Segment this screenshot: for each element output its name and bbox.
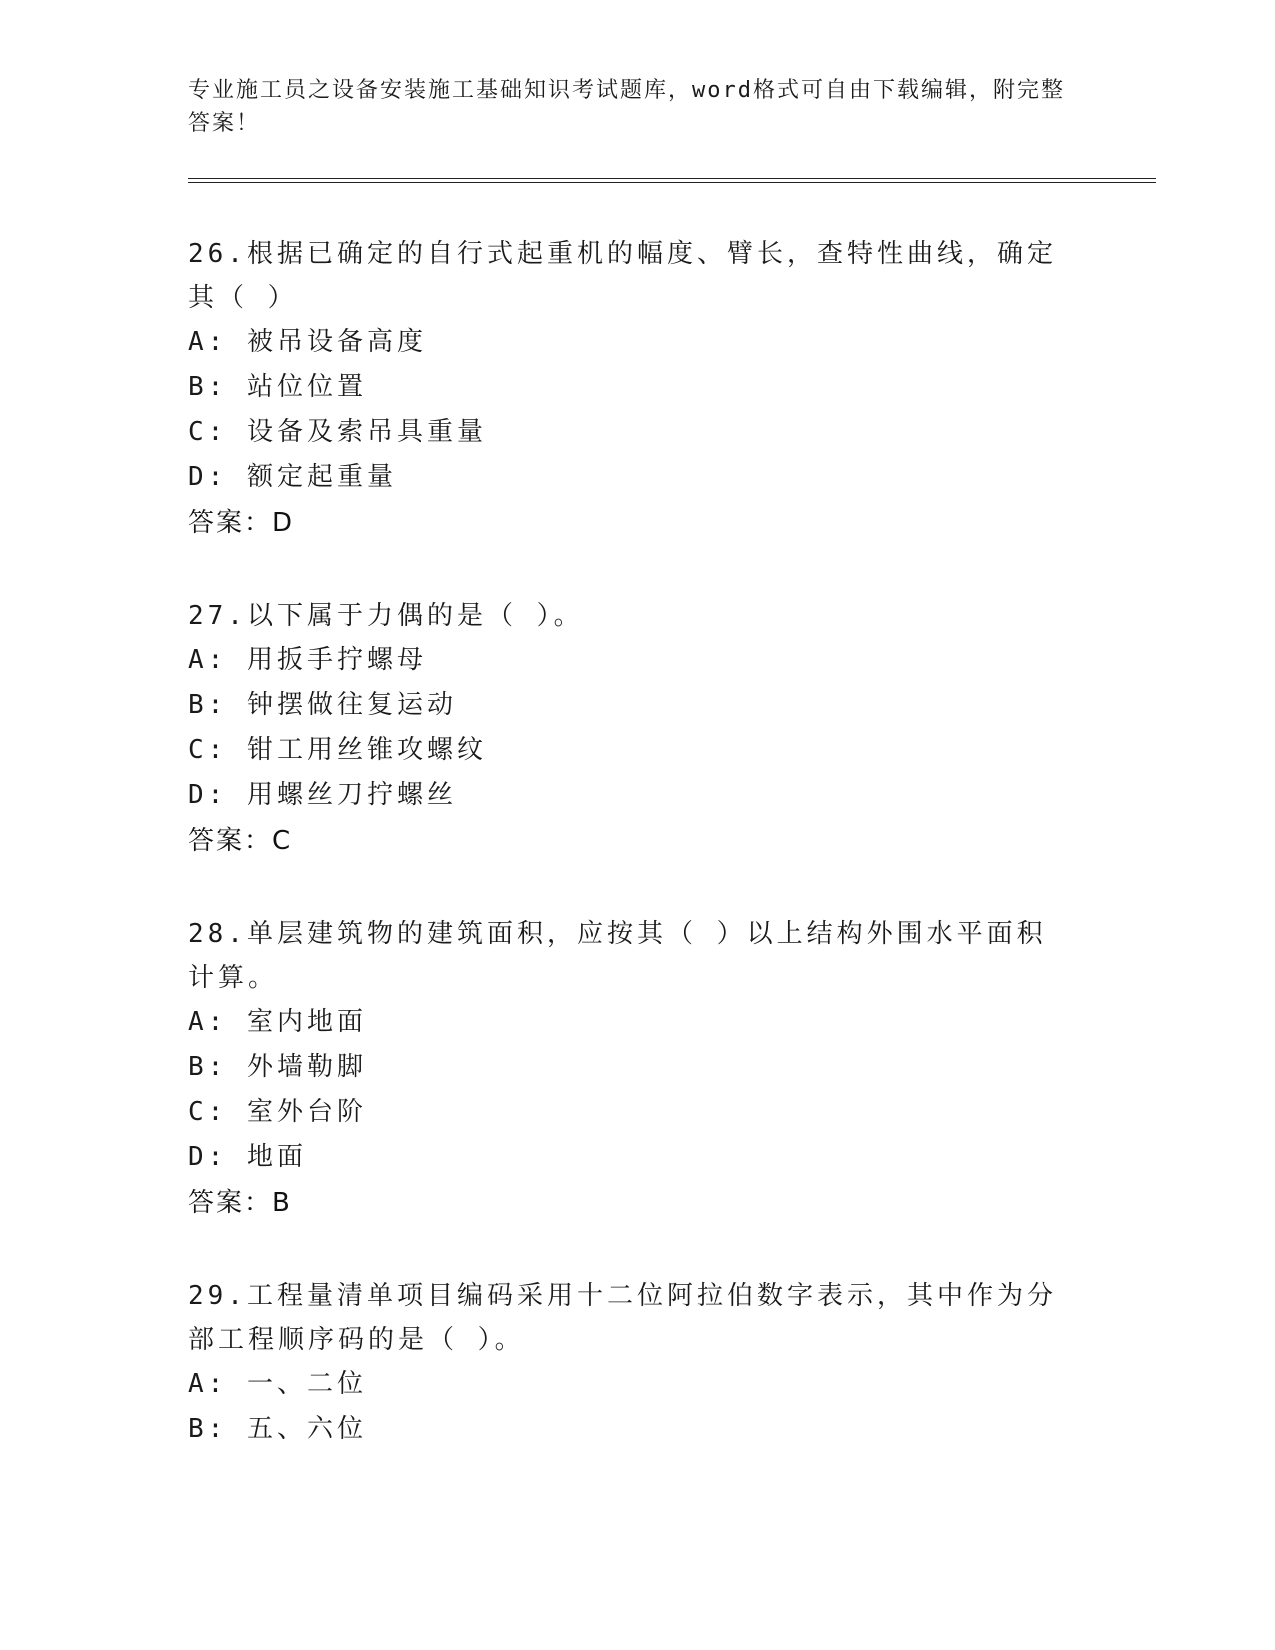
option-a: A: 被吊设备高度	[188, 327, 427, 357]
question-stem: 28.单层建筑物的建筑面积，应按其（ ）以上结构外围水平面积计算。	[188, 919, 1047, 993]
option-a: A: 一、二位	[188, 1369, 367, 1399]
document-header: 专业施工员之设备安装施工基础知识考试题库，word格式可自由下载编辑，附完整答案！	[188, 78, 1065, 136]
question-stem: 26.根据已确定的自行式起重机的幅度、臂长，查特性曲线，确定其（ ）	[188, 239, 1057, 313]
option-c: C: 设备及索吊具重量	[188, 417, 487, 447]
option-b: B: 外墙勒脚	[188, 1052, 367, 1082]
option-d: D: 地面	[188, 1142, 307, 1172]
option-b: B: 站位位置	[188, 372, 367, 402]
option-b: B: 五、六位	[188, 1414, 367, 1444]
option-c: C: 钳工用丝锥攻螺纹	[188, 735, 487, 765]
answer: 答案：B	[188, 1188, 292, 1218]
option-b: B: 钟摆做往复运动	[188, 690, 457, 720]
question-list	[188, 232, 1068, 1500]
option-d: D: 额定起重量	[188, 462, 397, 492]
answer: 答案：C	[188, 826, 293, 856]
option-c: C: 室外台阶	[188, 1097, 367, 1127]
question-26	[188, 232, 1068, 546]
option-a: A: 用扳手拧螺母	[188, 645, 427, 675]
question-28	[188, 912, 1068, 1226]
option-d: D: 用螺丝刀拧螺丝	[188, 780, 457, 810]
answer: 答案：D	[188, 508, 295, 538]
question-stem: 29.工程量清单项目编码采用十二位阿拉伯数字表示，其中作为分部工程顺序码的是（ ）。	[188, 1281, 1057, 1355]
option-a: A: 室内地面	[188, 1007, 367, 1037]
question-stem: 27.以下属于力偶的是（ ）。	[188, 601, 584, 631]
header-divider	[188, 178, 1156, 183]
question-29	[188, 1274, 1068, 1452]
question-27	[188, 594, 1068, 864]
